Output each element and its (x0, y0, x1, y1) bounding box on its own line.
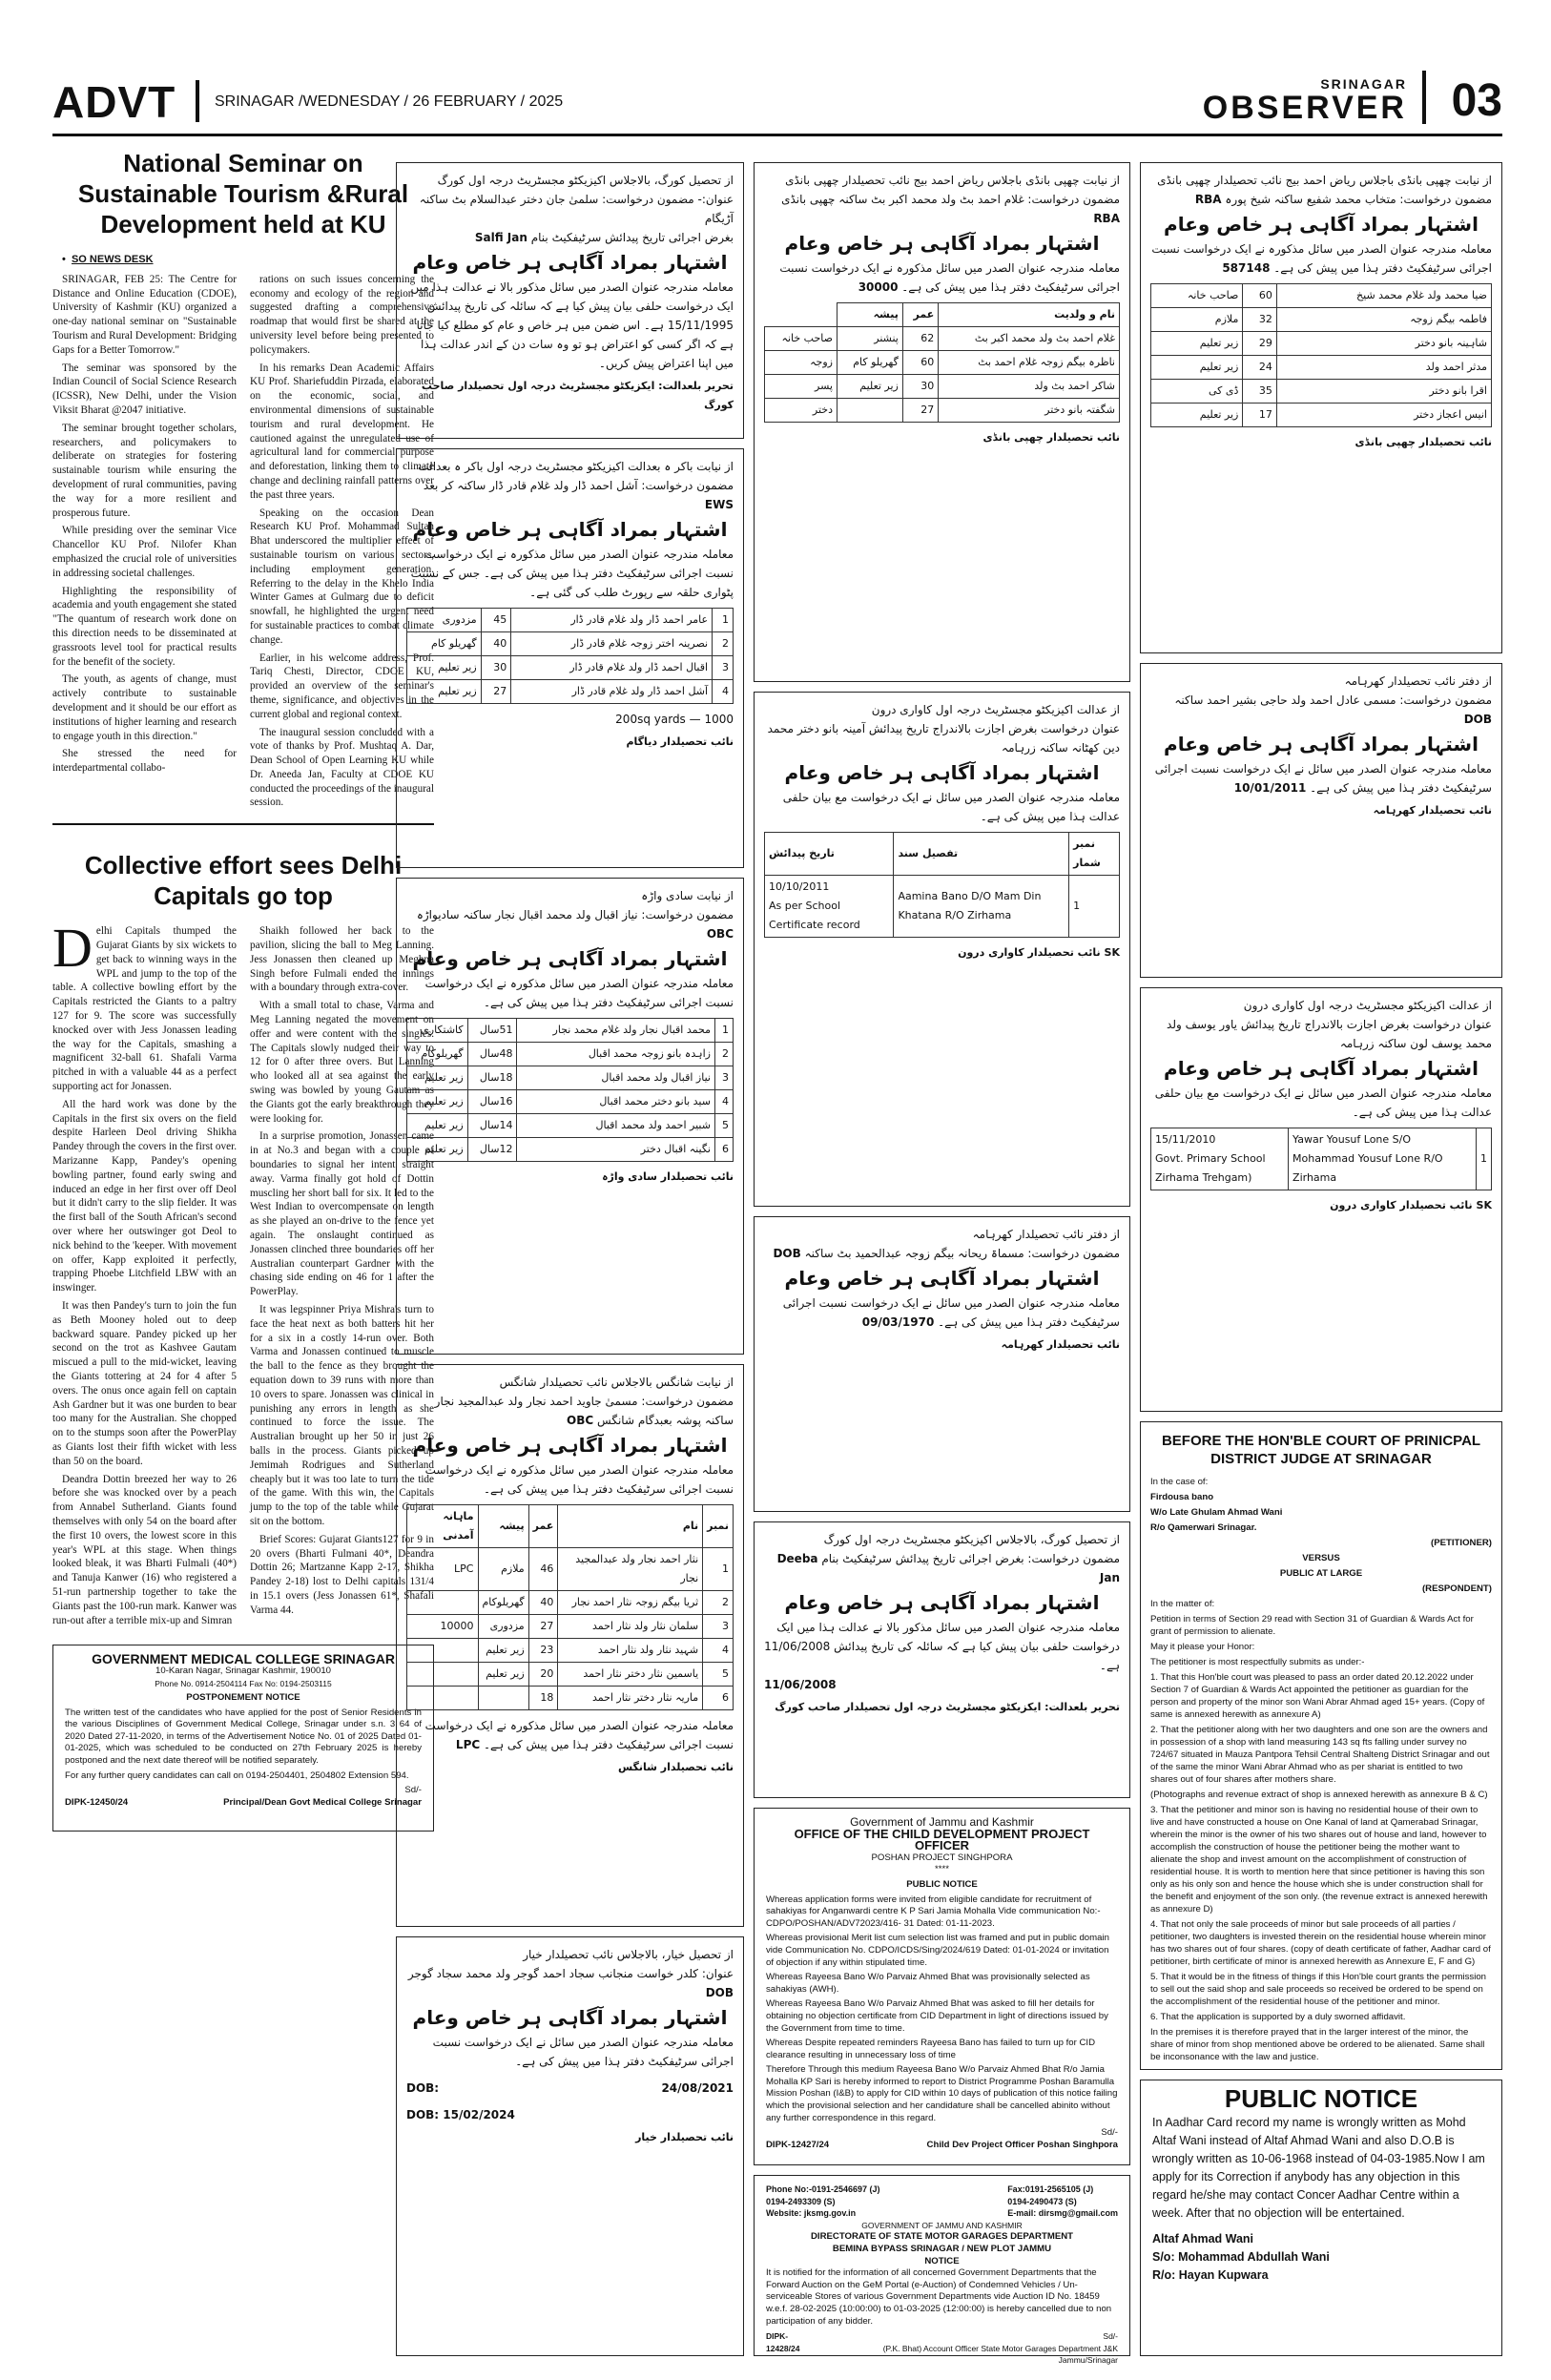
table-header: عمر (902, 303, 938, 327)
table-cell: عامر احمد ڈار ولد غلام قادر ڈار (511, 609, 713, 632)
table-cell: ماریہ نثار دختر نثار احمد (558, 1687, 703, 1710)
table-row (765, 327, 1120, 351)
paragraph: Highlighting the responsibility of academia and youth engagement she stated "The quantum of research work done on this direction needs to be disseminated at grassroots level tool for practical results for the benefit of the society. (52, 585, 237, 668)
table-cell: آشل احمد ڈار ولد غلام قادر ڈار (511, 680, 713, 704)
table-cell: 18سال (467, 1066, 517, 1090)
table-cell: ملازم (478, 1548, 528, 1591)
table-cell: ضیا محمد ولد غلام محمد شیخ (1276, 284, 1491, 308)
paragraph: In his remarks Dean Academic Affairs KU Prof. Shariefuddin Pirzada, elaborated on the economic, social, and environmental dimensions of sustainable tourism and rural development. He cautioned against the unregulated use of agricultural land for commercial purpose and deforestation, linking them to climate change and declining rainfall patterns over the past three years. (250, 362, 434, 501)
table-header: عمر (528, 1505, 558, 1548)
court-notice: BEFORE THE HON'BLE COURT OF PRINICPAL DISTRICT JUDGE AT SRINAGAR In the case of: Firdousa bano W/o Late Ghulam Ahmad Wani R/o Qamerwari Srinagar. (PETITIONER) VERSUS PUBLIC AT LARGE (RESPONDENT) In the matter of: Petition in terms of Section 29 read with Section 31 of Guardian & Wards Act for grant of permission to alienate. May it please your Honor: The petitioner is most respectfully submits as under:- 1. That this Hon'ble court was pleased to pass an order dated 20.12.2022 under Section 7 of Guardian & Wards Act appointed the petitioner as guardian for the person and property of the minor son Wani Abrar Ahmad aged 15+ years. (Copy of same is annexed herewith as annexure A) 2. That the petitioner along with her two daughters and one son are the owners and in possession of a shop with land measuring 143 sq fts falling under survey no 724/67 situated in Mauza Pantpora Tehsil Central Shalteng District Srinagar and out of the same the minor Wani Abrar Ahmad who as per shariat is entitled to two shares out of four shares after mothers share. (Photographs and revenue extract of shop is annexed herewith as annexure B & C) 3. That the petitioner and minor son is having no residential house of their own to live and have constructed a house on One Kanal of land at Qamerabad Srinagar, wherein the minor is the owner of his two shares out of house and land, however to accomplish the construction of house the petitioner being the mother want to alienate the shop and invest amount on the accomplishment of construction of residential house. It is worth to mention here that since petitioner is having this son only as his only son and hence the house which she is under construction shall for the benefit and enjoyment of the son only. (the revenue extract is annexed herewith as annexure D) 4. That not only the sale proceeds of minor but sale proceeds of all parties / petitioner, two daughters is invested therein on the residential house wherein minor has two shares out of four shares. (copy of death certificate of father, Aadhar card of petitioner, birth certificate of minor is annexed herewith as Annexure E, F and G) 5. That it would be in the fitness of things if this Hon'ble court grants the permission to sell out the said shop and sale proceeds so received be ordered to be spend on the accomplishment of the residential house of the petitioner and minor. 6. That the application is supported by a duly sworned affidavit. In the premises it is therefore prayed that in the larger interest of the minor, the share of minor from shop mentioned above be ordered to be alienated. Same shall be inconsonance with the law and justice. (1140, 1421, 1502, 2070)
motor-garages-notice: Phone No:-0191-2546697 (J) 0194-2493309 (S) Website: jksmg.gov.in Fax:0191-2565105 (J) 0194-2490473 (S) E-mail: dirsmg@gmail.com GOVERNMENT OF JAMMU AND KASHMIR DIRECTORATE OF STATE MOTOR GARAGES DEPARTMENT BEMINA BYPASS SRINAGAR / NEW PLOT JAMMU NOTICE It is notified for the information of all concerned Government Departments that the Forward Auction on the GeM Portal (e-Auction) of Condemned Vehicles / Un-serviceable Stores of various Government Departments vide Auction ID No. 18459 w.e.f. 28-02-2025 (10:00:00) to 01-03-2025 (12:00:00) is hereby cancelled due to non participation of any bidder. DIPK-12428/24 Sd/- (P.K. Bhat) Account Officer State Motor Garages Department J&K Jammu/Srinagar (754, 2175, 1130, 2356)
table-cell: شاہینہ بانو دختر (1276, 332, 1491, 356)
table-cell: ملازم (1151, 308, 1243, 332)
paragraph: In the premises it is therefore prayed that in the larger interest of the minor, the share of minor from shop mentioned above be ordered to be alienated. Same shall be inconsonance with the law and justice. (1150, 2027, 1485, 2062)
table-cell: 30 (902, 375, 938, 399)
table-cell: پنشنر (837, 327, 902, 351)
table-row (407, 1114, 734, 1138)
table-cell: 20 (528, 1663, 558, 1687)
brand-logo: SRINAGAR OBSERVER (1202, 76, 1407, 126)
table-cell: سلمان نثار ولد نثار احمد (558, 1615, 703, 1639)
family-table (406, 1504, 734, 1710)
table-cell: 27 (528, 1615, 558, 1639)
table-cell: محمد اقبال نجار ولد غلام محمد نجار (517, 1019, 715, 1043)
table-row (1151, 404, 1492, 427)
table-cell: LPC (407, 1548, 479, 1591)
paragraph: Whereas provisional Merit list cum selection list was framed and put in public domain vide Communication No. CDPO/ICDS/Sing/2024/619 Dated: 01-01-2024 or invitation of objection if any within stipulated time. (766, 1933, 1109, 1968)
table-cell: ناظرہ بیگم زوجہ غلام احمد بٹ (939, 351, 1120, 375)
urdu-ad-6: از عدالت اکیزیکٹو مجسٹریٹ درجہ اول کاواری درون عنوان درخواست بغرض اجازت بالاندراج تاریخ پیدائش آمینہ بانو دختر محمد دین کھٹانہ ساکنہ زرہامہ اشتہار بمراد آگاہی ہر خاص وعام معاملہ مندرجہ عنوان الصدر میں سائل نے ایک درخواست مع بیان حلفی عدالت ہذا میں پیش کی ہے۔ تاریخ پیدائش تفصیل سند نمبر شمار 10/10/2011 As per School Certificate record Aamina Bano D/O Mam Din Khatana R/O Zirhama 1 SK نائب تحصیلدار کاواری درون (754, 692, 1130, 1207)
paragraph: The youth, as agents of change, must actively contribute to sustainable development and it should be our effort as institutions of higher learning and research to engage youth in this direction." (52, 673, 237, 742)
table-cell: سید بانو دختر محمد اقبال (517, 1090, 715, 1114)
family-table (764, 302, 1120, 423)
date-line: SRINAGAR /WEDNESDAY / 26 FEBRUARY / 2025 (215, 93, 564, 110)
table-cell: 17 (1243, 404, 1276, 427)
paragraph: The seminar brought together scholars, researchers, and policymakers to deliberate on strategies for fostering sustainable tourism while ensuring the development of rural communities, paving the way for a more resilient and prosperous future. (52, 422, 237, 519)
table-cell: صاحب خانہ (1151, 284, 1243, 308)
paragraph: It was legspinner Priya Mishra's turn to face the heat next as both batters hit her for a six in a costly 14-run over. Both Varma and Jonassen continued to muscle the ball to the fence as they brought the equation down to 39 runs with more than 10 overs to spare. Jonassen was clinical in punishing any errors in length as she continued to force the issue. The Australian brought up her 50 in just 26 balls in the process. Giants picked up Jemimah Rodrigues and Sutherland cheaply but it was too late to turn the tide of the game. With this win, the Capitals jump to the top of the table while Gujarat sit on the bottom. (250, 1304, 434, 1527)
table-cell: دختر (765, 399, 838, 423)
table-cell: صاحب خانہ (765, 327, 838, 351)
masthead (52, 67, 1502, 136)
table-cell: زیر تعلیم (1151, 332, 1243, 356)
table-header: ماہانہ آمدنی (407, 1505, 479, 1548)
article-body (52, 273, 434, 814)
table-header: نمبر (703, 1505, 734, 1548)
byline: • SO NEWS DESK (62, 254, 154, 265)
table-cell (407, 1663, 479, 1687)
table-row (407, 1615, 734, 1639)
table-cell: 6 (703, 1687, 734, 1710)
table-row (407, 1066, 734, 1090)
table-cell: اقبال احمد ڈار ولد غلام قادر ڈار (511, 656, 713, 680)
paragraph: 5. That it would be in the fitness of things if this Hon'ble court grants the permission to sell out the said shop and sale proceeds so received be ordered to be spend on the accomplishment of the residential house of the petitioner and minor. (1150, 1972, 1487, 2007)
table-row (407, 656, 734, 680)
table-cell: 46 (528, 1548, 558, 1591)
table-row (765, 399, 1120, 423)
table-row (407, 1548, 734, 1591)
table-header: پیشہ (478, 1505, 528, 1548)
table-row (407, 1043, 734, 1066)
table-cell: 30 (481, 656, 511, 680)
page-number: 03 (1451, 75, 1502, 126)
paragraph: 2. That the petitioner along with her two daughters and one son are the owners and in possession of a shop with land measuring 143 sq fts falling under survey no 724/67 situated in Mauza Pantpora Tehsil Central Shalteng District Srinagar and out of the same the minor Wani Abrar Ahmad who as per shariat is entitled to two shares out of four shares after mothers share. (1150, 1725, 1490, 1785)
table-row (407, 1687, 734, 1710)
table-cell: 6 (714, 1138, 733, 1162)
dob-table: 15/11/2010 Govt. Primary School Zirhama Trehgam) Yawar Yousuf Lone S/O Mohammad Yousuf Lone R/O Zirhama 1 (1150, 1128, 1492, 1190)
table-row (407, 1663, 734, 1687)
table-cell: زیر تعلیم (1151, 356, 1243, 380)
table-row (1151, 332, 1492, 356)
paragraph: Speaking on the occasion Dean Research KU Prof. Mohammad Sultan Bhat underscored the multiplier effect of sustainable tourism on various sectors, including employment generation. Referring to the delay in the Khelo India Winter Games at Gulmarg due to deficit snowfall, he highlighted the urgent need for sustainable practices to combat climate change. (250, 507, 434, 646)
table-cell: 3 (714, 1066, 733, 1090)
article-headline: National Seminar on Sustainable Tourism &Rural Development held at KU (77, 149, 409, 238)
table-cell: 45 (481, 609, 511, 632)
paragraph: 6. That the application is supported by a duly sworned affidavit. (1150, 2012, 1406, 2022)
paragraph: While presiding over the seminar Vice Chancellor KU Prof. Nilofer Khan emphasized the crucial role of universities in addressing societal challenges. (52, 525, 237, 579)
urdu-ad-2: از نیابت باکر ہ بعدالت اکیزیکٹو مجسٹریٹ درجہ اول باکر ہ بعدالت مضمون درخواست: آشل احمد ڈار ولد غلام قادر ڈار ساکنہ کر بعد EWS اشتہار بمراد آگاہی ہر خاص وعام معاملہ مندرجہ عنوان الصدر میں سائل مذکورہ نے ایک درخواست نسبت اجرائی سرٹیفکیٹ دفتر ہذا میں پیش کی ہے۔ جس کے نسبت پٹواری حلقہ سے رپورٹ طلب کی گئی ہے۔ 1 عامر احمد ڈار ولد غلام قادر ڈار 45 مزدوری 2 نصرینہ اختر زوجہ غلام قادر ڈار 40 گھریلو کام 3 اقبال احمد ڈار ولد غلام قادر ڈار 30 زیر تعلیم 4 آشل احمد ڈار ولد غلام قادر ڈار 27 زیر تعلیم 200sq yards — 1000 نائب تحصیلدار دیاگام (396, 448, 744, 868)
paragraph: SRINAGAR, FEB 25: The Centre for Distance and Online Education (CDOE), University of Kashmir (KU) organized a one-day national seminar on "Sustainable Tourism and Rural Development: Bridging Gaps for a Better Tomorrow." (52, 273, 237, 356)
table-cell: 29 (1243, 332, 1276, 356)
public-notice: PUBLIC NOTICE In Aadhar Card record my name is wrongly written as Mohd Altaf Wani instead of Altaf Ahmad Wani and also D.O.B is wrongly written as 10-06-1968 instead of 04-03-1985.Now I am apply for its Correction if anybody has any objection in this regard he/she may contact Concer Aadhar Centre within a week. After that no objection will be entertained. Altaf Ahmad Wani S/o: Mohammad Abdullah Wani R/o: Hayan Kupwara (1140, 2080, 1502, 2356)
urdu-ad-10: از دفتر نائب تحصیلدار کھرہامہ مضمون درخواست: مسمی عادل احمد ولد حاجی بشیر احمد ساکنہ DOB اشتہار بمراد آگاہی ہر خاص وعام معاملہ مندرجہ عنوان الصدر میں سائل نے ایک درخواست نسبت اجرائی سرٹیفکیٹ دفتر ہذا میں پیش کی ہے۔ 10/01/2011 نائب تحصیلدار کھرہامہ (1140, 663, 1502, 978)
table-cell: زاہدہ بانو زوجہ محمد اقبال (517, 1043, 715, 1066)
table-cell: فاطمہ بیگم زوجہ (1276, 308, 1491, 332)
table-cell: زوجہ (765, 351, 838, 375)
masthead-divider (196, 80, 199, 122)
table-cell: زیر تعلیم (407, 1066, 468, 1090)
table-row (407, 1138, 734, 1162)
table-row (765, 375, 1120, 399)
table-cell: 1 (713, 609, 734, 632)
table-cell: گھریلوکام (478, 1591, 528, 1615)
table-cell: 23 (528, 1639, 558, 1663)
table-cell: 4 (703, 1639, 734, 1663)
table-cell: مزدوری (478, 1615, 528, 1639)
table-row (1151, 308, 1492, 332)
article-body (52, 917, 434, 1631)
urdu-ad-3: از نیابت سادی واڑہ مضمون درخواست: نیاز اقبال ولد محمد اقبال نجار ساکنہ سادیواڑہ OBC اشتہار بمراد آگاہی ہر خاص وعام معاملہ مندرجہ عنوان الصدر میں سائل مذکورہ نے ایک درخواست نسبت اجرائی سرٹیفکیٹ دفتر ہذا میں پیش کی ہے۔ 1 محمد اقبال نجار ولد غلام محمد نجار 51سال کاشتکاری 2 زاہدہ بانو زوجہ محمد اقبال 48سال گھریلوکام 3 نیاز اقبال ولد محمد اقبال 18سال زیر تعلیم 4 سید بانو دختر محمد اقبال 16سال زیر تعلیم 5 شبیر احمد ولد محمد اقبال 14سال زیر تعلیم 6 نگینہ اقبال دختر 12سال زیر تعلیم نائب تحصیلدار سادی واڑہ (396, 878, 744, 1355)
table-row (765, 351, 1120, 375)
table-cell: نیاز اقبال ولد محمد اقبال (517, 1066, 715, 1090)
table-cell (407, 1687, 479, 1710)
table-cell: 32 (1243, 308, 1276, 332)
table-cell: ڈی کی (1151, 380, 1243, 404)
paragraph: Whereas Rayeesa Bano W/o Parvaiz Ahmed Bhat was provisionally selected as sahakiyas (AWH). (766, 1972, 1090, 1995)
table-cell (407, 1639, 479, 1663)
table-row (1151, 356, 1492, 380)
table-cell: 4 (714, 1090, 733, 1114)
article-col-1 (52, 917, 237, 1631)
table-row (1151, 284, 1492, 308)
urdu-ad-8: از تحصیل کورگ، بالاجلاس اکیزیکٹو مجسٹریٹ درجہ اول کورگ مضمون درخواست: بغرض اجرائی تاریخ پیدائش سرٹیفکیٹ بنام Deeba Jan اشتہار بمراد آگاہی ہر خاص وعام معاملہ مندرجہ عنوان الصدر میں سائل مذکور بالا نے عدالت ہذا میں ایک درخواست حلفی بیان پیش کیا ہے کہ سائلہ کی تاریخ پیدائش 11/06/2008 ہے۔ 11/06/2008 تحریر بلعدالت: ایکزیکٹو مجسٹریٹ درجہ اول تحصیلدار صاحب کورگ (754, 1521, 1130, 1798)
paragraph: Earlier, in his welcome address, Prof. Tariq Chesti, Director, CDOE KU, provided an overview of the seminar's theme, significance, and objectives in the current global and regional context. (250, 652, 434, 720)
table-cell: شاکر احمد بٹ ولد (939, 375, 1120, 399)
paragraph: Brief Scores: Gujarat Giants127 for 9 in 20 overs (Bharti Fulmani 40*, Deandra Dottin 26; Martzanne Kapp 2-17, Shikha Pandey 2-18) lost to Delhi capitals 131/4 in 15.1 overs (Jess Jonassen 61*, Shafali Varma 44. (250, 1533, 434, 1616)
divider (52, 823, 434, 825)
section-label: ADVT (52, 77, 176, 127)
table-cell: زیر تعلیم (407, 656, 482, 680)
table-header: نام (558, 1505, 703, 1548)
paragraph: It was then Pandey's turn to join the fun as Beth Mooney holed out to deep backward square. Pandey picked up her second on the trot as Kashvee Gautam miscued a pull to the mid-wicket, leaving the Giants tottering at 24 for 4 after 5 overs. The onus once again fell on captain Ash Gardner but it was one burden to bear too many for the Australian. She chopped on to the stumps soon after the PowerPlay as Giants lost their fifth wicket with less than 50 on the board. (52, 1300, 237, 1467)
urdu-ad-4: از نیابت شانگس بالاجلاس نائب تحصیلدار شانگس مضمون درخواست: مسمیٰ جاوید احمد نجار ولد عبدالمجید نجار ساکنہ پوشہ بعبدگام شانگس OBC اشتہار بمراد آگاہی ہر خاص وعام معاملہ مندرجہ عنوان الصدر میں سائل مذکورہ نے ایک درخواست نسبت اجرائی سرٹیفکیٹ دفتر ہذا میں پیش کی ہے۔ نمبر نام عمر پیشہ ماہانہ آمدنی 1 نثار احمد نجار ولد عبدالمجید نجار 46 ملازم LPC 2 ثریا بیگم زوجہ نثار احمد نجار 40 گھریلوکام 3 سلمان نثار ولد نثار احمد 27 مزدوری 10000 4 شہید نثار ولد نثار احمد 23 زیر تعلیم 5 یاسمین نثار دختر نثار احمد 20 زیر تعلیم 6 ماریہ نثار دختر نثار احمد 18 معاملہ مندرجہ عنوان الصدر میں سائل مذکورہ نے ایک درخواست نسبت اجرائی سرٹیفکیٹ دفتر ہذا میں پیش کی ہے۔ LPC نائب تحصیلدار شانگس (396, 1364, 744, 1927)
table-cell: اقرا بانو دختر (1276, 380, 1491, 404)
table-cell: 1 (703, 1548, 734, 1591)
table-cell: 62 (902, 327, 938, 351)
paragraph: Whereas application forms were invited from eligible candidate for recruitment of sahakiyas for Anganwardi centre K P Sari Jamia Mohalla Vide communication No:- CDPO/POSHAN/ADV72023/416- 31 Dated: 01-11-2023. (766, 1894, 1101, 1929)
urdu-ad-7: از دفتر نائب تحصیلدار کھرہامہ مضمون درخواست: مسماۃ ریحانہ بیگم زوجہ عبدالحمید بٹ ساکنہ DOB اشتہار بمراد آگاہی ہر خاص وعام معاملہ مندرجہ عنوان الصدر میں سائل نے ایک درخواست نسبت اجرائی سرٹیفکیٹ دفتر ہذا میں پیش کی ہے۔ 09/03/1970 نائب تحصیلدار کھرہامہ (754, 1216, 1130, 1512)
paragraph: The petitioner is most respectfully submits as under:- (1150, 1657, 1365, 1667)
table-row (407, 1090, 734, 1114)
table-row (407, 680, 734, 704)
table-cell: 60 (1243, 284, 1276, 308)
table-cell: زیر تعلیم (407, 680, 482, 704)
article-col-1 (52, 273, 237, 814)
table-cell: زیر تعلیم (1151, 404, 1243, 427)
table-cell: زیر تعلیم (837, 375, 902, 399)
table-cell: شہید نثار ولد نثار احمد (558, 1639, 703, 1663)
table-cell: گھریلوکام (407, 1043, 468, 1066)
urdu-ad-11: از عدالت اکیزیکٹو مجسٹریٹ درجہ اول کاواری درون عنوان درخواست بغرض اجازت بالاندراج تاریخ پیدائش یاور یوسف ولد محمد یوسف لون ساکنہ زرہامہ اشتہار بمراد آگاہی ہر خاص وعام معاملہ مندرجہ عنوان الصدر میں سائل نے ایک درخواست مع بیان حلفی عدالت ہذا میں پیش کی ہے۔ 15/11/2010 Govt. Primary School Zirhama Trehgam) Yawar Yousuf Lone S/O Mohammad Yousuf Lone R/O Zirhama 1 SK نائب تحصیلدار کاواری درون (1140, 987, 1502, 1412)
drop-cap: D (52, 917, 93, 980)
paragraph: The inaugural session concluded with a vote of thanks by Prof. Mushtaq A. Dar, Dean School of Open Learning KU while Dr. Aneeda Jan, Faculty at CDOE KU conducted the proceedings of the inaugural session. (250, 726, 434, 809)
table-cell: 14سال (467, 1114, 517, 1138)
table-row (1151, 380, 1492, 404)
table-cell (837, 399, 902, 423)
table-cell: انیس اعجاز دختر (1276, 404, 1491, 427)
paragraph: (Photographs and revenue extract of shop is annexed herewith as annexure B & C) (1150, 1790, 1488, 1800)
paragraph: elhi Capitals thumped the Gujarat Giants by six wickets to get back to winning ways in the WPL and jump to the top of the table. A collective bowling effort by the Capitals restricted the Giants to a paltry 127 for 9. The score was successfully knocked over with Jess Jonassen leading the way for the Capitals, smashing a magnificent 32-ball 61. Shafali Varma pitched in with a valuable 44 as a perfect supporting act for Jonassen. (52, 925, 237, 1093)
table-cell: مزدوری (407, 609, 482, 632)
table-row (407, 1591, 734, 1615)
table-cell: 27 (902, 399, 938, 423)
table-cell: 60 (902, 351, 938, 375)
left-news-column (52, 148, 434, 1832)
table-cell: 1 (714, 1019, 733, 1043)
table-cell: زیر تعلیم (407, 1114, 468, 1138)
table-header: نام و ولدیت (939, 303, 1120, 327)
paragraph: In a surprise promotion, Jonassen came in at No.3 and began with a couple of boundaries to signal her intent straight away. Varma finally got hold of Dottin muscling her short ball for six. It led to the West Indian to overcompensate on length as she played an on-drive to the fence yet again. The onslaught continued as Jonassen clinched three boundaries off her Australian counterpart Gardner with the chasing side ending on 46 for 1 after the PowerPlay. (250, 1130, 434, 1298)
table-header: پیشہ (837, 303, 902, 327)
table-cell: نگینہ اقبال دختر (517, 1138, 715, 1162)
table-cell: مدثر احمد ولد (1276, 356, 1491, 380)
urdu-ad-5: از نیابت چھپی بانڈی باجلاس ریاض احمد بیج نائب تحصیلدار چھپی بانڈی مضمون درخواست: غلام احمد بٹ ولد محمد اکبر بٹ ساکنہ چھپی بانڈی RBA اشتہار بمراد آگاہی ہر خاص وعام معاملہ مندرجہ عنوان الصدر میں سائل مذکورہ نے ایک درخواست نسبت اجرائی سرٹیفکیٹ دفتر ہذا میں پیش کی ہے۔ 30000 نام و ولدیت عمر پیشہ غلام احمد بٹ ولد محمد اکبر بٹ 62 پنشنر صاحب خانہ ناظرہ بیگم زوجہ غلام احمد بٹ 60 گھریلو کام زوجہ شاکر احمد بٹ ولد 30 زیر تعلیم پسر شگفتہ بانو دختر 27 دختر نائب تحصیلدار چھپی بانڈی (754, 162, 1130, 682)
urdu-ad-9: از نیابت چھپی بانڈی باجلاس ریاض احمد بیج نائب تحصیلدار چھپی بانڈی مضمون درخواست: متخاب محمد شفیع ساکنہ شیخ پورہ RBA اشتہار بمراد آگاہی ہر خاص وعام معاملہ مندرجہ عنوان الصدر میں سائل مذکورہ نے ایک درخواست نسبت اجرائی سرٹیفکیٹ دفتر ہذا میں پیش کی ہے۔ 587148 ضیا محمد ولد غلام محمد شیخ 60 صاحب خانہ فاطمہ بیگم زوجہ 32 ملازم شاہینہ بانو دختر 29 زیر تعلیم مدثر احمد ولد 24 زیر تعلیم اقرا بانو دختر 35 ڈی کی انیس اعجاز دختر 17 زیر تعلیم نائب تحصیلدار چھپی بانڈی (1140, 162, 1502, 653)
paragraph: rations on such issues concerning the economy and ecology of the region and suggested drafting a comprehensive roadmap that would first be shared at the university level before being presented to policymakers. (250, 273, 434, 356)
paragraph: Therefore Through this medium Rayeesa Bano W/o Parvaiz Ahmed Bhat R/o Jamia Mohalla KP Sari is hereby informed to report to District Programme Poshan Baramulla Mission Poshan (I&B) to apply for CID within 10 days of publication of this notice failing which the provisional selection and her candidature shall be cancelled abinito without any further correspondence in this regard. (766, 2064, 1118, 2123)
paragraph: Whereas Despite repeated reminders Rayeesa Bano has failed to turn up for CID clearance resulting in unnecessary loss of time (766, 2038, 1096, 2060)
table-cell: 40 (481, 632, 511, 656)
table-cell: 5 (714, 1114, 733, 1138)
table-row (407, 1639, 734, 1663)
article-headline: Collective effort sees Delhi Capitals go top (84, 851, 403, 911)
table-cell: 2 (714, 1043, 733, 1066)
table-cell: کاشتکاری (407, 1019, 468, 1043)
table-cell: شبیر احمد ولد محمد اقبال (517, 1114, 715, 1138)
table-cell: 35 (1243, 380, 1276, 404)
table-cell: زیر تعلیم (478, 1663, 528, 1687)
table-cell: 3 (703, 1615, 734, 1639)
table-cell: 2 (703, 1591, 734, 1615)
family-table (406, 608, 734, 704)
table-cell: زیر تعلیم (478, 1639, 528, 1663)
table-cell: نصرینہ اختر زوجہ غلام قادر ڈار (511, 632, 713, 656)
table-row (407, 1019, 734, 1043)
paragraph: 1. That this Hon'ble court was pleased to pass an order dated 20.12.2022 under Section 7 of Guardian & Wards Act appointed the petitioner as guardian for the person and property of the minor son Wani Abrar Ahmad aged 15+ years. (Copy of same is annexed herewith as annexure A) (1150, 1672, 1485, 1720)
table-cell: 3 (713, 656, 734, 680)
paragraph: Shaikh followed her back to the pavilion, slicing the ball to Meg Lanning. Jess Jonassen then cleaned up Meghna Singh before Fulmali ended the innings with a boundary through extra-cover. (250, 925, 434, 994)
cdpo-notice: Government of Jammu and Kashmir OFFICE OF THE CHILD DEVELOPMENT PROJECT OFFICER POSHAN PROJECT SINGHPORA **** PUBLIC NOTICE Whereas application forms were invited from eligible candidate for recruitment of sahakiyas for Anganwardi centre K P Sari Jamia Mohalla Vide communication No:- CDPO/POSHAN/ADV72023/416- 31 Dated: 01-11-2023. Whereas provisional Merit list cum selection list was framed and put in public domain vide Communication No. CDPO/ICDS/Sing/2024/619 Dated: 01-01-2024 or invitation of objection if any within stipulated time. Whereas Rayeesa Bano W/o Parvaiz Ahmed Bhat was provisionally selected as sahakiyas (AWH). Whereas Rayeesa Bano W/o Parvaiz Ahmed Bhat was asked to fill her details for obtaining no objection certificate from CID Department in light of directions issued by the Government from time to time. Whereas Despite repeated reminders Rayeesa Bano has failed to turn up for CID clearance resulting in unnecessary loss of time Therefore Through this medium Rayeesa Bano W/o Parvaiz Ahmed Bhat R/o Jamia Mohalla KP Sari is hereby informed to report to District Programme Poshan Baramulla Mission Poshan (I&B) to apply for CID within 10 days of publication of this notice failing which the provisional selection and her candidature shall be cancelled abinito without any further correspondence in this regard. Sd/- DIPK-12427/24 Child Dev Project Officer Poshan Singhpora (754, 1808, 1130, 2165)
table-cell: غلام احمد بٹ ولد محمد اکبر بٹ (939, 327, 1120, 351)
table-cell: 10000 (407, 1615, 479, 1639)
table-cell: 4 (713, 680, 734, 704)
paragraph: 3. That the petitioner and minor son is having no residential house of their own to live and have constructed a house on One Kanal of land at Qamerabad Srinagar, wherein the minor is the owner of his two shares out of house and land, however to accomplish the construction of house the petitioner being the mother want to alienate the shop and invest amount on the accomplishment of construction of residential house. It is worth to mention here that since petitioner is having this son only as his only son and hence the house which she is under construction shall for the benefit and enjoyment of the son only. (the revenue extract is annexed herewith as annexure D) (1150, 1805, 1488, 1914)
family-table (1150, 283, 1492, 427)
table-cell (478, 1687, 528, 1710)
masthead-divider (1422, 71, 1426, 124)
paragraph: All the hard work was done by the Capitals in the first six overs on the field despite Harleen Deol driving Shikha Pandey through the covers in the first over. Marizanne Kapp, Pandey's opening bowling partner, found early swing and induced an edge in her first over off Deol but it didn't carry to the slip fielder. It was the first ball of the South African's second over where her outswinger got Deol to nick behind to the 'keeper. With movement on offer, Kapp exploited it perfectly, trapping Phoebe Litchfield LBW with an inswinger. (52, 1098, 237, 1294)
table-cell: گھریلو کام (837, 351, 902, 375)
table-cell: 40 (528, 1591, 558, 1615)
urdu-ad-12: از تحصیل خیار، بالاجلاس نائب تحصیلدار خیار عنوان: کلدر خواست منجانب سجاد احمد گوجر ولد محمد سجاد گوجر DOB اشتہار بمراد آگاہی ہر خاص وعام معاملہ مندرجہ عنوان الصدر میں سائل نے ایک درخواست نسبت اجرائی سرٹیفکیٹ دفتر ہذا میں پیش کی ہے۔ DOB: 24/08/2021 DOB: 15/02/2024 نائب تحصیلدار خیار (396, 1936, 744, 2356)
paragraph: With a small total to chase, Varma and Meg Lanning negated the movement on offer and were content with the singles. The Capitals slowly nudged their way to 12 for 0 after three overs. But Lanning who looked all at sea against the early swing was bowled by young Gautam as the Giants got the early breakthrough they were looking for. (250, 1000, 434, 1125)
table-cell: 18 (528, 1687, 558, 1710)
table-cell: 48سال (467, 1043, 517, 1066)
table-cell: 24 (1243, 356, 1276, 380)
urdu-ad-1: از تحصیل کورگ، بالاجلاس اکیزیکٹو مجسٹریٹ درجہ اول کورگ عنوان:- مضمون درخواست: سلمیٰ جان دختر عبدالسلام بٹ ساکنہ آڑیگام بغرض اجرائی تاریخ پیدائش سرٹیفکیٹ بنام Salfi Jan اشتہار بمراد آگاہی ہر خاص وعام معاملہ مندرجہ عنوان الصدر میں سائل مذکور بالا نے عدالت ہذا میں ایک درخواست حلفی بیان پیش کیا ہے کہ سائلہ کی تاریخ پیدائش 15/11/1995 ہے۔ اس ضمن میں ہر خاص و عام کو مطلع کیا جاتا ہے کہ اگر کسی کو اعتراض ہو تو وہ سات دن کے اندر عدالت ہذا میں اپنا اعتراض پیش کریں۔ تحریر بلعدالت: ایکزیکٹو مجسٹریٹ درجہ اول تحصیلدار صاحب کورگ (396, 162, 744, 439)
newspaper-page (52, 67, 1502, 2366)
table-cell: 16سال (467, 1090, 517, 1114)
table-cell: زیر تعلیم (407, 1090, 468, 1114)
gmc-notice: GOVERNMENT MEDICAL COLLEGE SRINAGAR 10-Karan Nagar, Srinagar Kashmir, 190010 Phone No. 0914-2504114 Fax No: 0194-2503115 POSTPONEMENT NOTICE The written test of the candidates who have applied for the post of Senior Residents in the various Disciplines of Government Medical College, Srinagar under s.n. 3 64 of 2020 Dated 27-11-2020, in terms of the Advertisement Notice No. 01 of 2025 Dated 01-01-2025, which was scheduled to be conducted on 27th February 2025 is hereby postponed and the next date thereof will be notified separately. For any further query candidates can call on 0194-2504401, 2504802 Extension 594. Sd/- DIPK-12450/24 Principal/Dean Govt Medical College Srinagar (52, 1645, 434, 1832)
table-cell: 12سال (467, 1138, 517, 1162)
table-cell: 27 (481, 680, 511, 704)
table-cell (407, 1591, 479, 1615)
table-cell: پسر (765, 375, 838, 399)
table-cell: 51سال (467, 1019, 517, 1043)
paragraph: Deandra Dottin breezed her way to 26 before she was knocked over by a peach from Annabel Sutherland. Giants found themselves with only 54 on the board after the first 10 overs, the lowest score in this year's WPL at this stage. When things looked bleak, it was Bharti Fulmali (40*) and Tanuja Kanwer (16) who registered a 51-run partnership together to take the Giants past the 100-run mark. Kanwer was run-out after a terrible mix-up and Simran (52, 1473, 237, 1626)
paragraph: She stressed the need for interdepartmental collabo- (52, 748, 237, 775)
table-cell: ثریا بیگم زوجہ نثار احمد نجار (558, 1591, 703, 1615)
table-cell: گھریلو کام (407, 632, 482, 656)
table-cell: زیر تعلیم (407, 1138, 468, 1162)
table-cell: نثار احمد نجار ولد عبدالمجید نجار (558, 1548, 703, 1591)
family-table (406, 1018, 734, 1162)
table-cell: یاسمین نثار دختر نثار احمد (558, 1663, 703, 1687)
table-row (407, 609, 734, 632)
table-cell: 5 (703, 1663, 734, 1687)
table-row (407, 632, 734, 656)
paragraph: 4. That not only the sale proceeds of minor but sale proceeds of all parties / petitioner, two daughters is invested therein on the residential house wherein minor has two shares out of four shares. (copy of death certificate of father, Aadhar card of petitioner, birth certificate of minor is annexed herewith as Annexure E, F and G) (1150, 1919, 1491, 1967)
table-cell: شگفتہ بانو دختر (939, 399, 1120, 423)
table-cell: 2 (713, 632, 734, 656)
dob-table: تاریخ پیدائش تفصیل سند نمبر شمار 10/10/2011 As per School Certificate record Aamina Bano D/O Mam Din Khatana R/O Zirhama 1 (764, 832, 1120, 938)
paragraph: Whereas Rayeesa Bano W/o Parvaiz Ahmed Bhat was asked to fill her details for obtaining no objection certificate from CID Department in light of directions issued by the Government from time to time. (766, 1998, 1108, 2034)
paragraph: The seminar was sponsored by the Indian Council of Social Science Research (ICSSR), New Delhi, under the Vision Viksit Bharat @2047 initiative. (52, 362, 237, 416)
